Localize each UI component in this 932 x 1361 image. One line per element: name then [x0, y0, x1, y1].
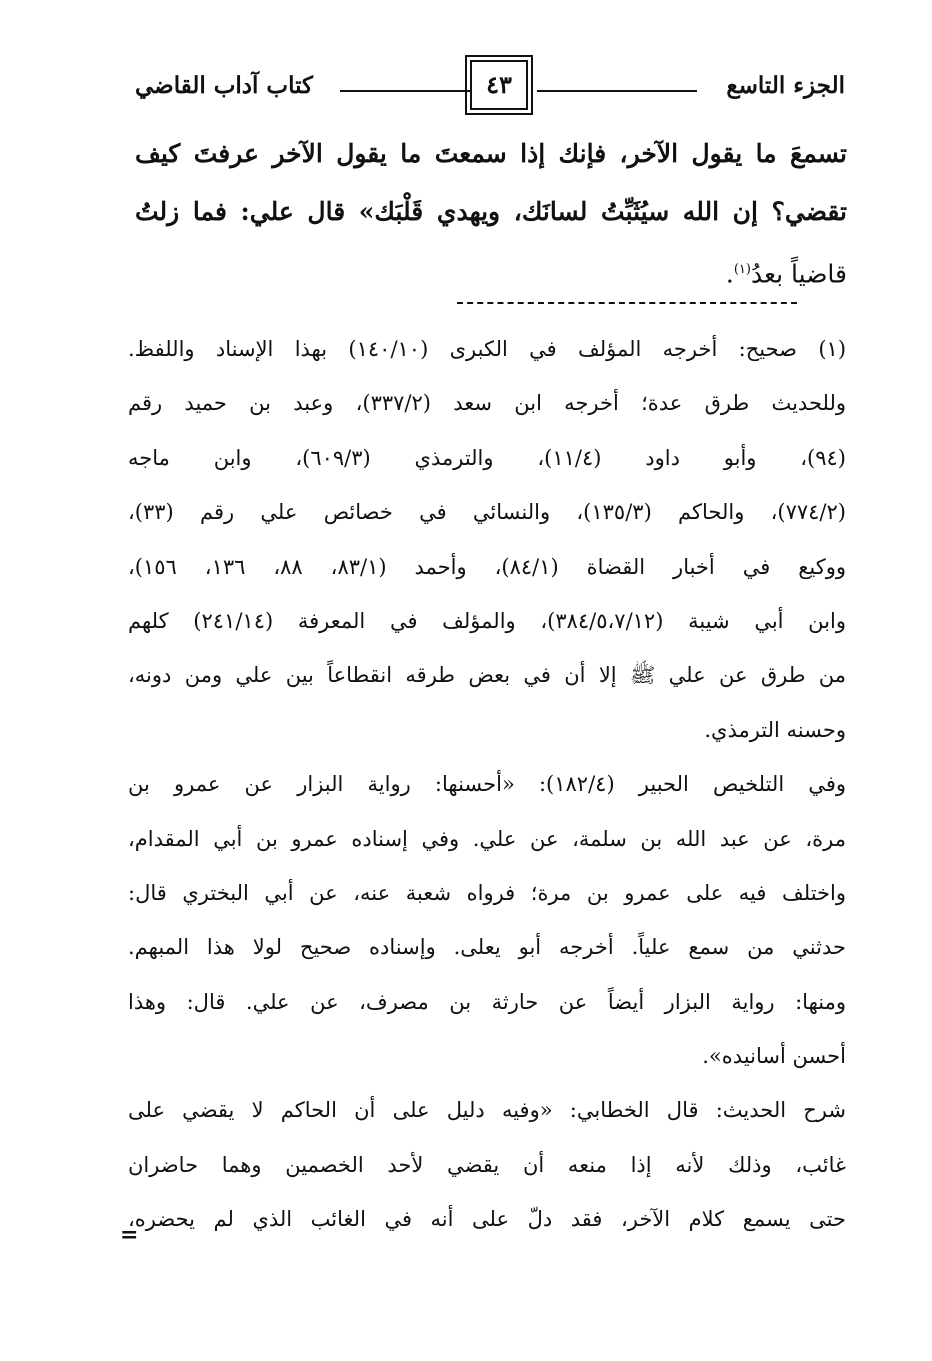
footnote-line-7: من طرق عن علي ﷺ إلا أن في بعض طرقه انقطاعاً بين علي ومن دونه، — [128, 663, 846, 688]
footnote-line-17: حتى يسمع كلام الآخر، فقد دلّ على أنه في الغائب الذي لم يحضره، — [128, 1207, 846, 1232]
running-header — [135, 60, 845, 120]
footnote-line-1: (١) صحيح: أخرجه المؤلف في الكبرى (١٤٠/١٠) بهذا الإسناد واللفظ. — [128, 337, 847, 361]
main-line-3-text: قاضياً بعدُ — [750, 259, 847, 289]
footnote-line-6: وابن أبي شيبة (٣٨٤/٥،٧/١٢)، والمؤلف في المعرفة (٢٤١/١٤) كلهم — [128, 608, 846, 633]
footnote-line-3: (٩٤)، وأبو داود (١١/٤)، والترمذي (٦٠٩/٣)، وابن ماجه — [128, 445, 846, 470]
header-rule-left — [340, 90, 470, 92]
footnote-line-8: وحسنه الترمذي. — [704, 717, 846, 742]
footnote-line-13: ومنها: رواية البزار أيضاً عن حارثة بن مصرف، عن علي. قال: وهذا — [128, 989, 846, 1014]
volume-title: الجزء التاسع — [726, 72, 845, 99]
page-number: ٤٣ — [470, 60, 528, 110]
footnote-line-4: (٧٧٤/٢)، والحاكم (١٣٥/٣)، والنسائي في خصائص علي رقم (٣٣)، — [128, 500, 846, 525]
footnote-line-16: غائب، وذلك لأنه إذا منعه أن يقضي لأحد الخصمين وهما حاضران — [128, 1152, 846, 1177]
main-line-1: تسمعَ ما يقول الآخر، فإنك إذا سمعتَ ما يقول الآخر عرفتَ كيف — [135, 139, 847, 168]
footnote-separator — [457, 302, 797, 304]
header-rule-right — [537, 90, 697, 92]
footnote-line-15: شرح الحديث: قال الخطابي: «وفيه دليل على أن الحاكم لا يقضي على — [128, 1098, 846, 1123]
main-line-3-punct: . — [725, 259, 734, 289]
main-line-2: تقضي؟ إن الله سيُثَبِّتُ لسانَك، ويهدي قَلْبَك» قال علي: فما زلتُ — [135, 197, 847, 226]
main-text — [135, 125, 847, 299]
footnote-marker: (١) — [733, 262, 751, 277]
book-title: كتاب آداب القاضي — [135, 72, 313, 99]
footnote-line-10: مرة، عن عبد الله بن سلمة، عن علي. وفي إسناده عمرو بن أبي المقدام، — [128, 826, 846, 851]
footnote-line-12: حدثني من سمع علياً. أخرجه أبو يعلى. وإسناده صحيح لولا هذا المبهم. — [128, 935, 846, 960]
footnote-line-9: وفي التلخيص الحبير (١٨٢/٤): «أحسنها: رواية البزار عن عمرو بن — [128, 772, 846, 797]
footnote-line-11: واختلف فيه على عمرو بن مرة؛ فرواه شعبة عنه، عن أبي البختري قال: — [128, 880, 846, 905]
footnote-line-2: وللحديث طرق عدة؛ أخرجه ابن سعد (٣٣٧/٢)، وعبد بن حميد رقم — [128, 391, 847, 416]
continuation-mark: = — [120, 1222, 139, 1248]
footnotes — [128, 322, 846, 1247]
main-line-3 — [135, 241, 847, 299]
footnote-line-5: ووكيع في أخبار القضاة (٨٤/١)، وأحمد (٨٣/١، ٨٨، ١٣٦، ١٥٦)، — [128, 554, 846, 579]
footnote-line-14: أحسن أسانيده». — [702, 1044, 846, 1069]
